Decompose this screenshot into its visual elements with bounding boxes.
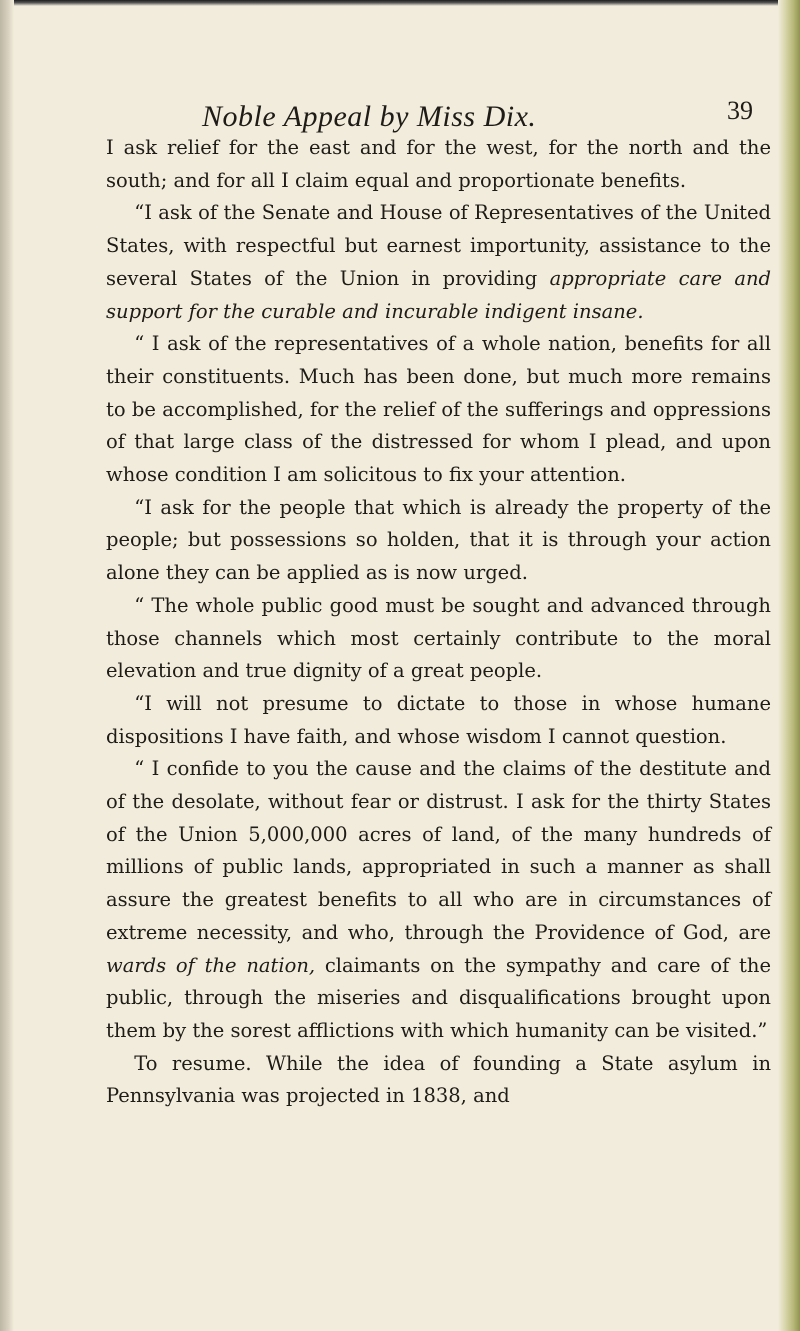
paragraph [106, 492, 771, 590]
book-page [106, 88, 771, 1113]
body-text [106, 132, 771, 1113]
italic-text-run: wards of the nation, [106, 953, 316, 977]
paragraph [106, 753, 771, 1047]
italic-text-run: appropriate care and support for the curable and incurable indigent insane. [106, 266, 772, 323]
text-run: “ I confide to you the cause and the claims of the destitute and of the desolate, without fear or distrust. I ask for the thirty States of the Union 5,000,000 acres of land, of the many hundreds of millions of public lands, appropriated in such a manner as shall assure the greatest benefits to all who are in circumstances of extreme necessity, and who, through the Providence of God, are [106, 757, 771, 944]
paragraph [106, 688, 771, 753]
text-run: “I ask for the people that which is already the property of the people; but possessions so holden, that it is through your action alone they can be applied as is now urged. [106, 495, 771, 585]
paragraph [106, 132, 771, 197]
text-run: “I will not presume to dictate to those in whose humane dispositions I have faith, and whose wisdom I cannot question. [106, 691, 771, 748]
text-run: To resume. While the idea of founding a State asylum in Pennsylvania was projected in 1838, and [106, 1051, 771, 1108]
text-run: I ask relief for the east and for the west, for the north and the south; and for all I claim equal and proportionate benefits. [106, 136, 771, 192]
page-right-edge [778, 0, 800, 1331]
paragraph [106, 328, 771, 492]
paragraph [106, 1048, 771, 1113]
running-title: Noble Appeal by Miss Dix. [202, 100, 537, 133]
text-run: claimants on the sympathy and care of the public, through the miseries and disqualifications brought upon them by the sorest afflictions with which humanity can be visited.” [106, 953, 771, 1042]
text-run: “ The whole public good must be sought and advanced through those channels which most certainly contribute to the moral elevation and true dignity of a great people. [106, 593, 771, 683]
paragraph [106, 197, 771, 328]
page-left-edge [0, 0, 14, 1331]
paragraph [106, 590, 771, 688]
page-top-edge [0, 0, 800, 6]
running-head [106, 88, 771, 132]
page-number: 39 [727, 96, 753, 125]
text-run: “I ask of the Senate and House of Representatives of the United States, with respectful but earnest importunity, assistance to the several States of the Union in providing [106, 201, 771, 290]
text-run: “ I ask of the representatives of a whole nation, benefits for all their constituents. Much has been done, but much more remains to be accomplished, for the relief of the sufferings and oppressions of that large class of the distressed for whom I plead, and upon whose condition I am solicitous to fix your attention. [106, 332, 771, 487]
